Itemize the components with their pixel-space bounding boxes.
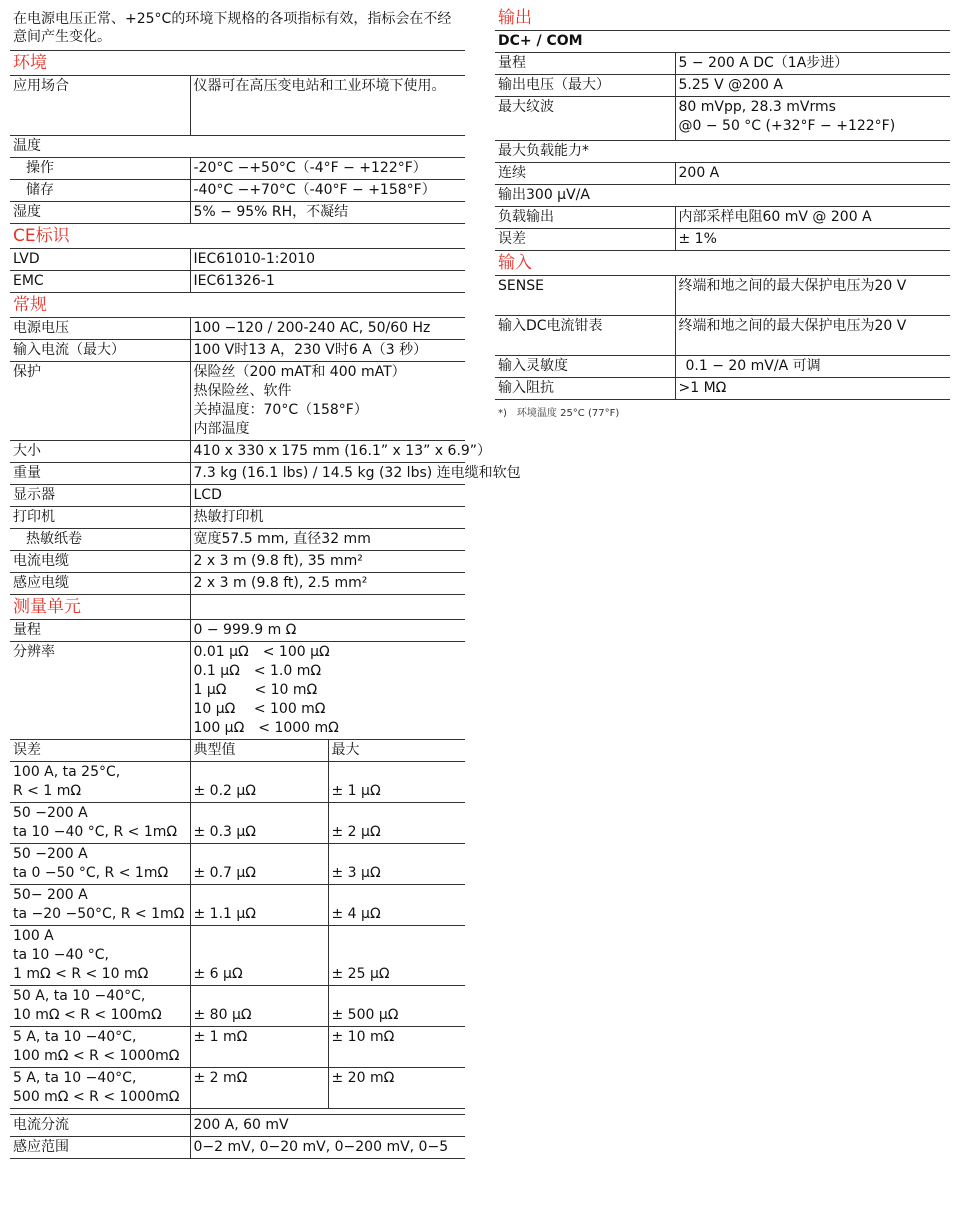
label-emc: EMC — [10, 271, 190, 293]
ripple-line: 80 mVpp, 28.3 mVrms — [678, 99, 836, 115]
value-size: 410 x 330 x 175 mm (16.1” x 13” x 6.9”） — [190, 441, 465, 463]
accuracy-max: ± 1 μΩ — [328, 762, 465, 803]
label-sense: SENSE — [495, 276, 675, 316]
accuracy-condition: 5 A, ta 10 −40°C, 500 mΩ < R < 1000mΩ — [10, 1068, 190, 1109]
label-max-load: 最大负载能力* — [495, 141, 950, 163]
accuracy-condition: 5 A, ta 10 −40°C, 100 mΩ < R < 1000mΩ — [10, 1027, 190, 1068]
value-input-sensitivity: 0.1 − 20 mV/A 可调 — [675, 356, 950, 378]
accuracy-typical: ± 6 μΩ — [190, 926, 328, 986]
accuracy-max: ± 20 mΩ — [328, 1068, 465, 1109]
value-continuous: 200 A — [675, 163, 950, 185]
protection-line: 内部温度 — [193, 421, 250, 437]
label-paper-roll: 热敏纸卷 — [10, 529, 190, 551]
value-resolution — [190, 642, 465, 740]
label-output-per-amp: 输出300 μV/A — [495, 185, 950, 207]
value-protection — [190, 362, 465, 441]
accuracy-condition: 50 −200 A ta 10 −40 °C, R < 1mΩ — [10, 803, 190, 844]
label-output-range: 量程 — [495, 53, 675, 75]
section-title-general: 常规 — [10, 293, 465, 318]
value-display: LCD — [190, 485, 465, 507]
label-input-current: 输入电流（最大） — [10, 340, 190, 362]
protection-line: 热保险丝、软件 — [193, 383, 292, 399]
section-title-input: 输入 — [495, 251, 950, 276]
value-output-voltage: 5.25 V @200 A — [675, 75, 950, 97]
accuracy-typical: ± 0.3 μΩ — [190, 803, 328, 844]
accuracy-header-max: 最大 — [328, 740, 465, 762]
intro-text: 在电源电压正常、+25°C的环境下规格的各项指标有效，指标会在不经意间产生变化。 — [13, 11, 452, 45]
resolution-line: 0.1 μΩ < 1.0 mΩ — [193, 663, 322, 679]
label-load-output: 负载输出 — [495, 207, 675, 229]
resolution-line: 10 μΩ < 100 mΩ — [193, 701, 326, 717]
value-load-output: 内部采样电阻60 mV @ 200 A — [675, 207, 950, 229]
value-sense-cable: 2 x 3 m (9.8 ft), 2.5 mm² — [190, 573, 465, 595]
value-emc: IEC61326-1 — [190, 271, 465, 293]
accuracy-condition: 50 −200 A ta 0 −50 °C, R < 1mΩ — [10, 844, 190, 885]
label-sense-cable: 感应电缆 — [10, 573, 190, 595]
accuracy-condition: 50 A, ta 10 −40°C, 10 mΩ < R < 100mΩ — [10, 986, 190, 1027]
accuracy-max: ± 10 mΩ — [328, 1027, 465, 1068]
label-error: 误差 — [495, 229, 675, 251]
label-max-ripple: 最大纹波 — [495, 97, 675, 141]
value-storage: -40°C −+70°C（-40°F − +158°F） — [190, 180, 465, 202]
label-size: 大小 — [10, 441, 190, 463]
label-operating: 操作 — [10, 158, 190, 180]
section-title-ce: CE标识 — [10, 224, 465, 249]
value-sense-range: 0−2 mV, 0−20 mV, 0−200 mV, 0−5 — [190, 1137, 465, 1159]
footnote: *) 环境温度 25°C (77°F) — [498, 408, 620, 419]
accuracy-typical: ± 1.1 μΩ — [190, 885, 328, 926]
accuracy-max: ± 2 μΩ — [328, 803, 465, 844]
accuracy-max: ± 3 μΩ — [328, 844, 465, 885]
label-storage: 储存 — [10, 180, 190, 202]
label-current-cable: 电流电缆 — [10, 551, 190, 573]
value-max-ripple — [675, 97, 950, 141]
label-current-shunt: 电流分流 — [10, 1115, 190, 1137]
value-current-shunt: 200 A, 60 mV — [190, 1115, 465, 1137]
accuracy-typical: ± 0.2 μΩ — [190, 762, 328, 803]
value-operating: -20°C −+50°C（-4°F − +122°F） — [190, 158, 465, 180]
accuracy-condition: 100 A ta 10 −40 °C, 1 mΩ < R < 10 mΩ — [10, 926, 190, 986]
accuracy-max: ± 4 μΩ — [328, 885, 465, 926]
accuracy-typical: ± 0.7 μΩ — [190, 844, 328, 885]
value-input-impedance: >1 MΩ — [675, 378, 950, 400]
label-display: 显示器 — [10, 485, 190, 507]
right-spec-table — [495, 0, 950, 427]
value-output-range: 5 − 200 A DC（1A步进） — [675, 53, 950, 75]
label-input-sensitivity: 输入灵敏度 — [495, 356, 675, 378]
accuracy-header-typical: 典型值 — [190, 740, 328, 762]
value-input-current: 100 V时13 A，230 V时6 A（3 秒） — [190, 340, 465, 362]
accuracy-typical: ± 2 mΩ — [190, 1068, 328, 1109]
value-range: 0 − 999.9 m Ω — [190, 620, 465, 642]
value-application: 仪器可在高压变电站和工业环境下使用。 — [190, 76, 465, 136]
protection-line: 关掉温度：70°C（158°F） — [193, 402, 368, 418]
output-subtitle: DC+ / COM — [495, 31, 950, 53]
value-paper-roll: 宽度57.5 mm, 直径32 mm — [190, 529, 465, 551]
value-lvd: IEC61010-1:2010 — [190, 249, 465, 271]
label-resolution: 分辨率 — [10, 642, 190, 740]
accuracy-typical: ± 1 mΩ — [190, 1027, 328, 1068]
value-sense: 终端和地之间的最大保护电压为20 V — [675, 276, 950, 316]
label-continuous: 连续 — [495, 163, 675, 185]
value-error: ± 1% — [675, 229, 950, 251]
value-humidity: 5% − 95% RH，不凝结 — [190, 202, 465, 224]
label-sense-range: 感应范围 — [10, 1137, 190, 1159]
label-humidity: 湿度 — [10, 202, 190, 224]
label-weight: 重量 — [10, 463, 190, 485]
value-weight: 7.3 kg (16.1 lbs) / 14.5 kg (32 lbs) 连电缆和软包 — [190, 463, 465, 485]
value-dc-clamp: 终端和地之间的最大保护电压为20 V — [675, 316, 950, 356]
value-supply-voltage: 100 −120 / 200-240 AC, 50/60 Hz — [190, 318, 465, 340]
value-current-cable: 2 x 3 m (9.8 ft), 35 mm² — [190, 551, 465, 573]
accuracy-condition: 100 A, ta 25°C, R < 1 mΩ — [10, 762, 190, 803]
value-printer: 热敏打印机 — [190, 507, 465, 529]
accuracy-max: ± 500 μΩ — [328, 986, 465, 1027]
section-title-measurement: 测量单元 — [10, 595, 190, 620]
label-protection: 保护 — [10, 362, 190, 441]
section-title-output: 输出 — [498, 8, 532, 28]
accuracy-condition: 50− 200 A ta −20 −50°C, R < 1mΩ — [10, 885, 190, 926]
label-dc-clamp: 输入DC电流钳表 — [495, 316, 675, 356]
label-temperature: 温度 — [10, 136, 465, 158]
label-application: 应用场合 — [10, 76, 190, 136]
label-input-impedance: 输入阻抗 — [495, 378, 675, 400]
label-supply-voltage: 电源电压 — [10, 318, 190, 340]
resolution-line: 0.01 μΩ < 100 μΩ — [193, 644, 330, 660]
resolution-line: 1 μΩ < 10 mΩ — [193, 682, 318, 698]
accuracy-typical: ± 80 μΩ — [190, 986, 328, 1027]
label-printer: 打印机 — [10, 507, 190, 529]
accuracy-max: ± 25 μΩ — [328, 926, 465, 986]
label-output-voltage: 输出电压（最大） — [495, 75, 675, 97]
resolution-line: 100 μΩ < 1000 mΩ — [193, 720, 339, 736]
protection-line: 保险丝（200 mAT和 400 mAT） — [193, 364, 406, 380]
section-title-environment: 环境 — [10, 51, 465, 76]
label-lvd: LVD — [10, 249, 190, 271]
label-range: 量程 — [10, 620, 190, 642]
accuracy-header-label: 误差 — [10, 740, 190, 762]
right-spec-column — [495, 0, 950, 427]
ripple-line: @0 − 50 °C (+32°F − +122°F) — [678, 118, 896, 134]
